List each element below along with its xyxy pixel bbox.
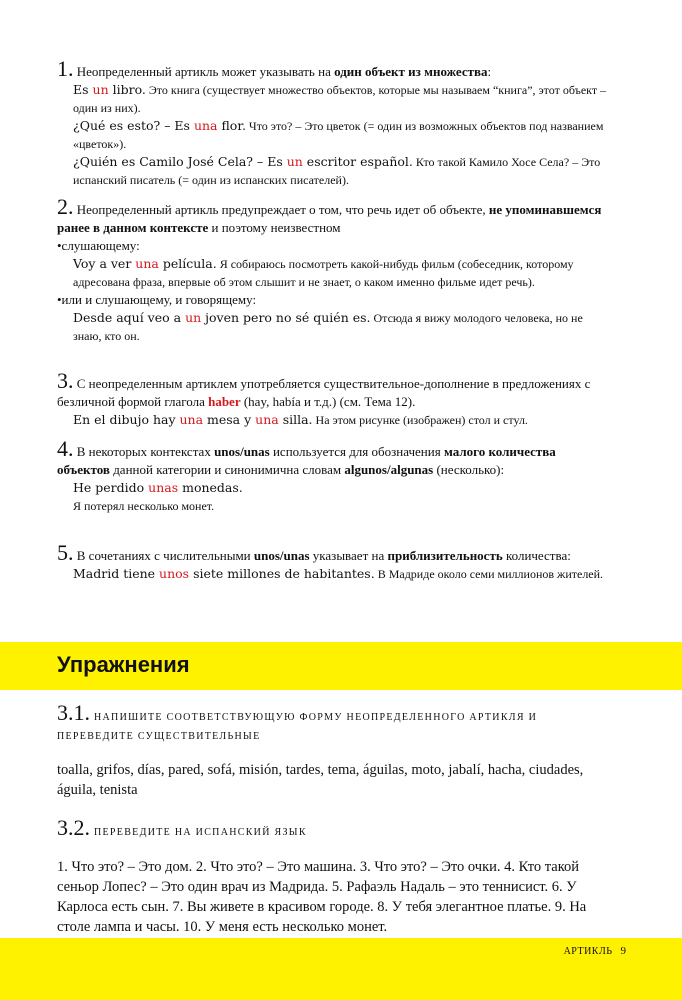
footer <box>564 945 626 957</box>
rule-1-example-3: ¿Quién es Camilo José Cela? – Es un escritor español. Кто такой Камило Хосе Села? – Это испанский писатель (= один из испанских писателей). <box>73 154 601 187</box>
task-3-2 <box>57 815 617 937</box>
rule-3-intro: 3. С неопределенным артиклем употребляется существительное-дополнение в предложениях с безличной формой глагола haber (hay, había и т.д.) (см. Тема 12). <box>57 368 591 409</box>
rule-2 <box>57 194 607 345</box>
rule-4 <box>57 436 607 515</box>
rule-2-intro: 2. Неопределенный артикль предупреждает о том, что речь идет об объекте, не упоминавшемся ранее в данном контексте и поэтому неизвестном <box>57 194 602 235</box>
rule-1-example-1: Es un libro. Это книга (существует множество объектов, которые мы называем “книга”, этот объект – один из них). <box>73 82 607 115</box>
rule-2-example-2: Desde aquí veo a un joven pero no sé quién es. Отсюда я вижу молодого человека, но не знаю, кто он. <box>73 310 583 343</box>
rule-3 <box>57 368 607 429</box>
rule-1-intro: 1. Неопределенный артикль может указывать на один объект из множества: <box>57 56 492 81</box>
exercises-title: Упражнения <box>57 652 190 677</box>
rule-1-example-2: ¿Qué es esto? – Es una flor. Что это? – Это цветок (= один из возможных объектов под названием «цветок»). <box>73 118 604 151</box>
rule-2-example-1: Voy a ver una película. Я собираюсь посмотреть какой-нибудь фильм (собеседник, которому адресована фраза, впервые об этом слышит и не знает, о каком именно фильме идет речь). <box>73 256 574 289</box>
rule-3-example: En el dibujo hay una mesa y una silla. На этом рисунке (изображен) стол и стул. <box>73 412 528 427</box>
page-number: 9 <box>620 945 626 957</box>
task-3-1 <box>57 700 617 800</box>
rule-2-bullet-1: •слушающему: <box>57 238 140 253</box>
task-3-2-body: 1. Что это? – Это дом. 2. Что это? – Это машина. 3. Что это? – Это очки. 4. Кто такой сеньор Лопес? – Это один врач из Мадрида. 5. Рафаэль Надаль – это теннисист. 6. У Карлоса есть сын. 7. Вы живете в красивом городе. 8. У тебя элегантное платье. 9. На столе лампа и часы. 10. У меня есть несколько монет. <box>57 859 587 935</box>
rule-4-example: He perdido unas monedas. <box>73 480 243 495</box>
task-3-2-header: 3.2. ПЕРЕВЕДИТЕ НА ИСПАНСКИЙ ЯЗЫК <box>57 815 307 840</box>
rule-5-intro: 5. В сочетаниях с числительными unos/unas указывает на приблизительность количества: <box>57 540 571 565</box>
rule-1 <box>57 56 607 189</box>
running-header: АРТИКЛЬ <box>563 946 613 957</box>
task-3-1-header: 3.1. НАПИШИТЕ СООТВЕТСТВУЮЩУЮ ФОРМУ НЕОПРЕДЕЛЕННОГО АРТИКЛЯ И ПЕРЕВЕДИТЕ СУЩЕСТВИТЕЛЬНЫЕ <box>57 700 538 742</box>
rule-4-intro: 4. В некоторых контекстах unos/unas используется для обозначения малого количества объектов данной категории и синонимична словам algunos/algunas (несколько): <box>57 436 556 477</box>
rule-4-translation: Я потерял несколько монет. <box>73 499 215 513</box>
rule-2-bullet-2: •или и слушающему, и говорящему: <box>57 292 257 307</box>
rule-5-example: Madrid tiene unos siete millones de habitantes. В Мадриде около семи миллионов жителей. <box>73 566 604 581</box>
task-3-1-body: toalla, grifos, días, pared, sofá, misión, tardes, tema, águilas, moto, jabalí, hacha, ciudades, águila, tenista <box>57 762 584 798</box>
rule-5 <box>57 540 607 583</box>
